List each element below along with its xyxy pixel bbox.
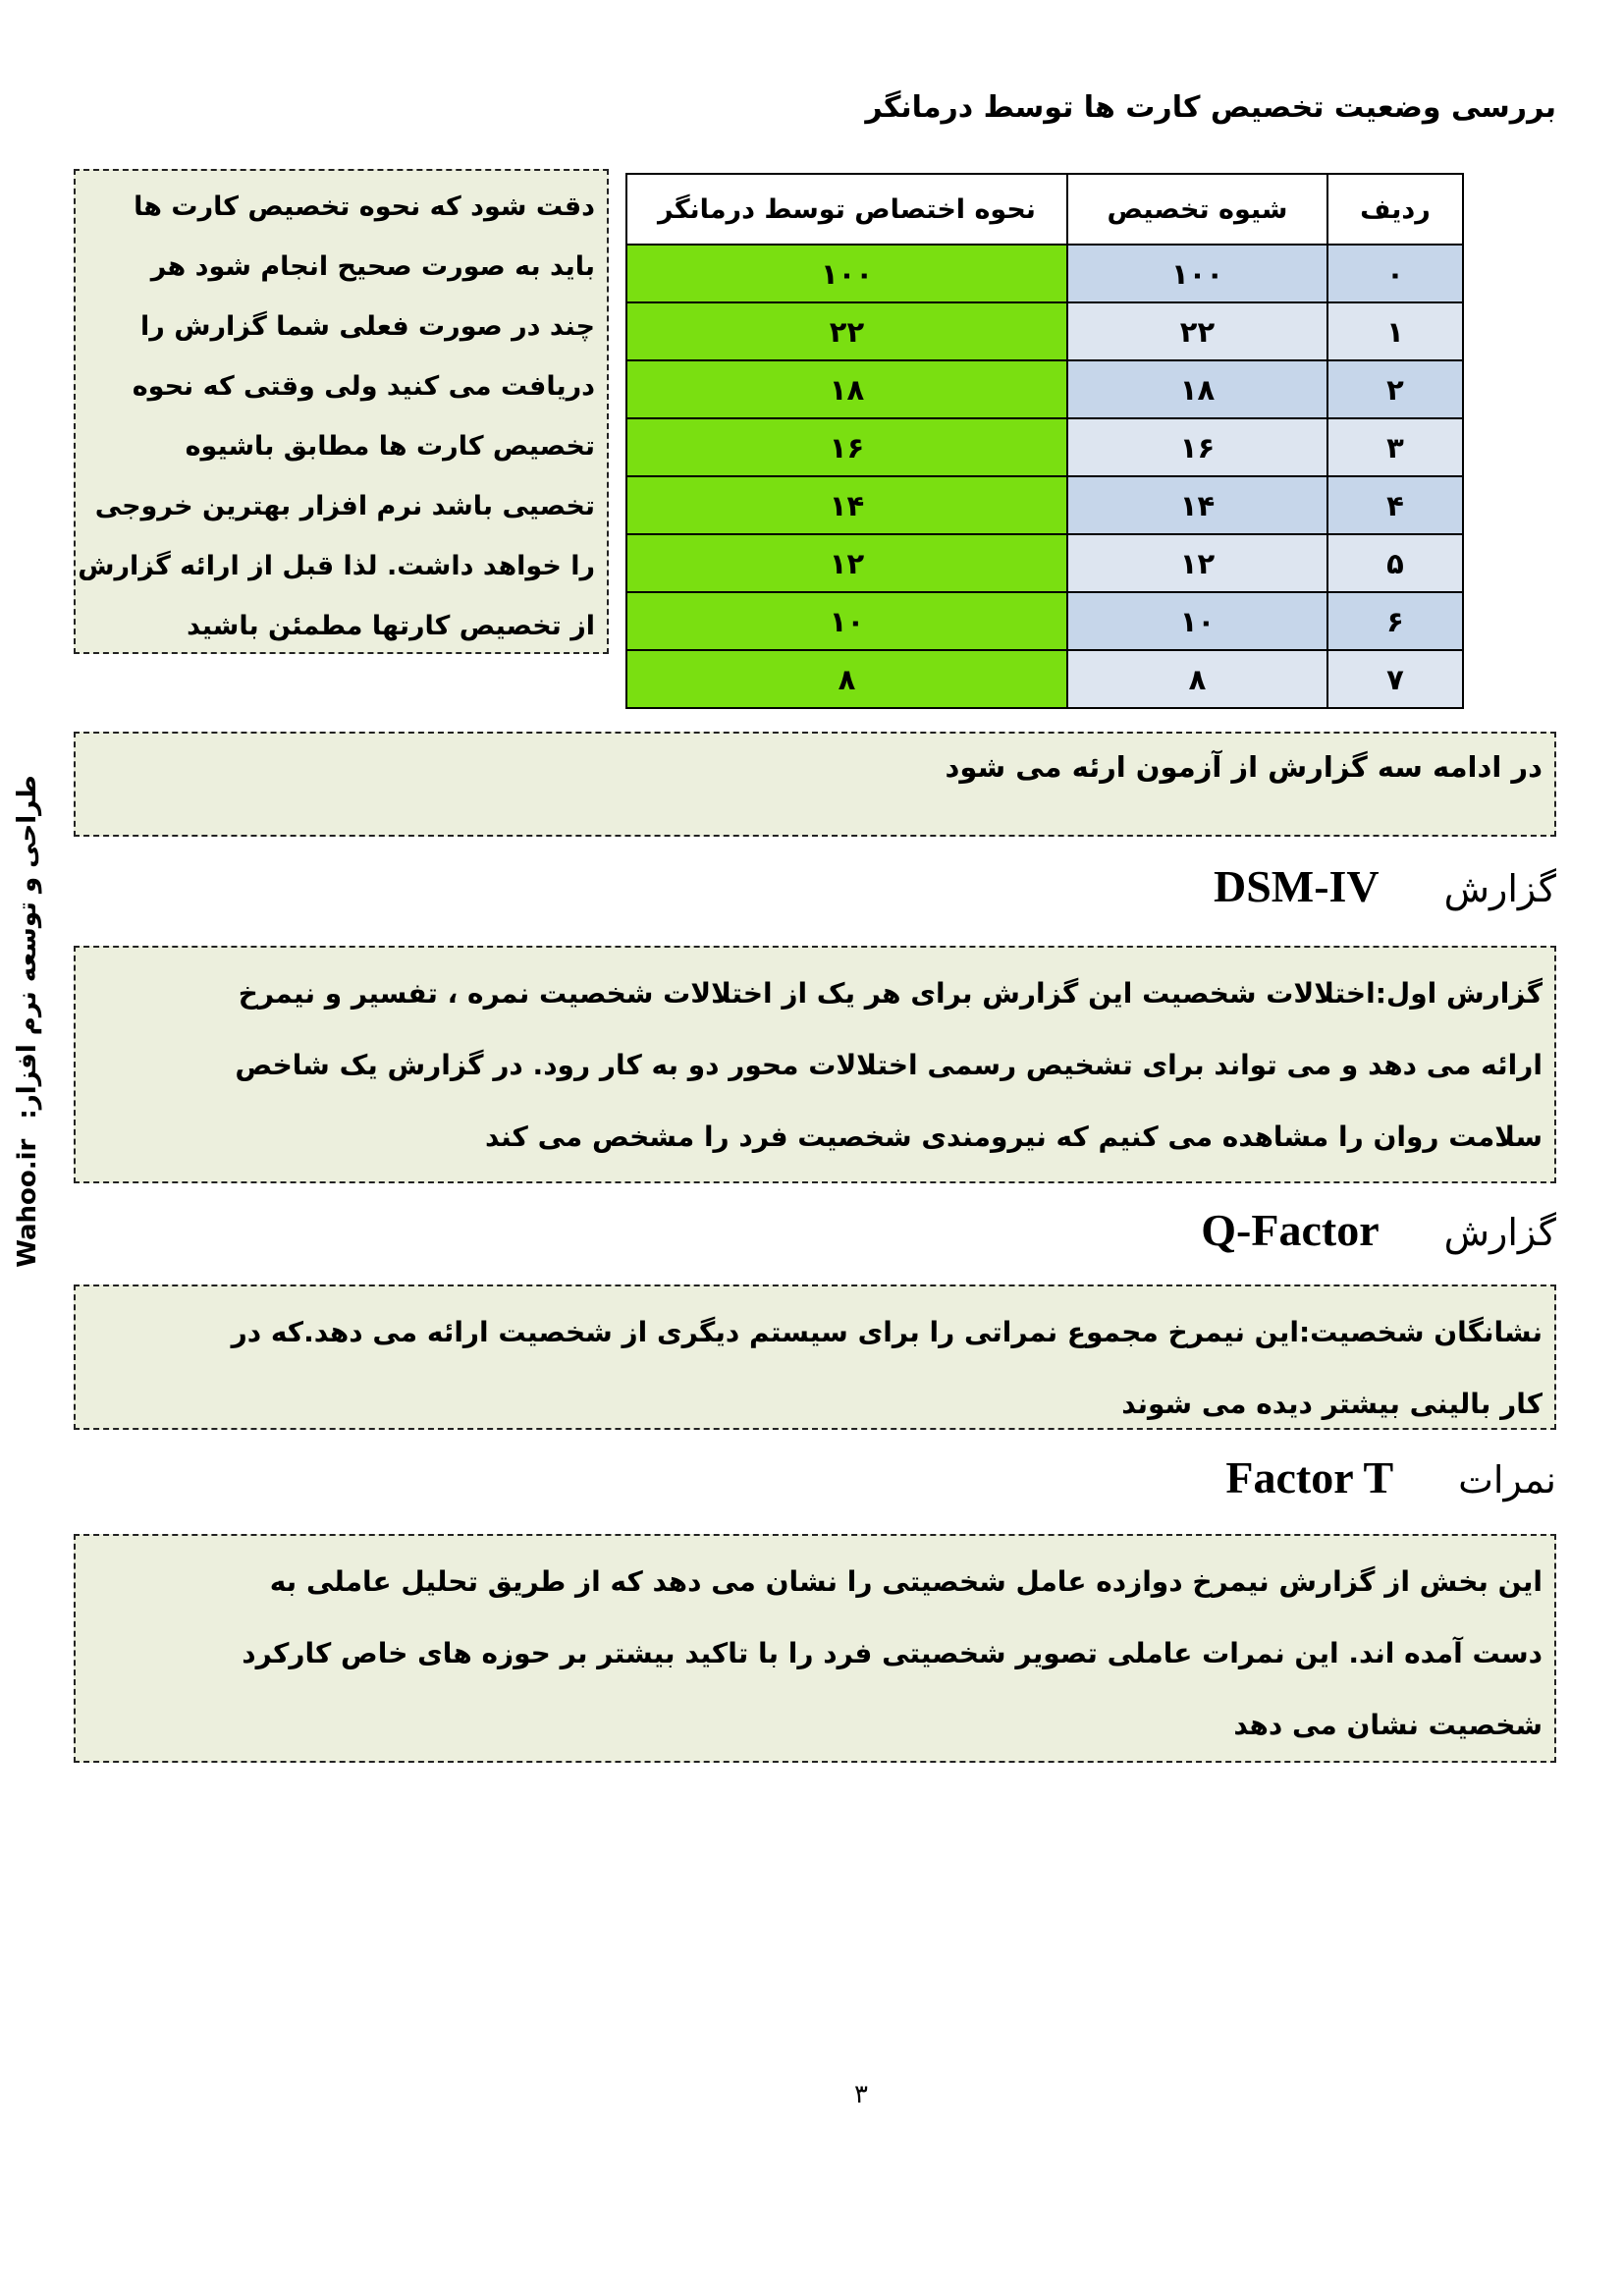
table-row xyxy=(626,592,1463,650)
note-line: از تخصیص کارتها مطمئن باشید xyxy=(187,611,595,641)
page-title: بررسی وضعیت تخصیص کارت ها توسط درمانگر xyxy=(865,90,1556,125)
page-number: ۳ xyxy=(854,2080,868,2109)
cell-radif: ۱ xyxy=(1327,302,1463,360)
table-row xyxy=(626,360,1463,418)
cell-radif: ۷ xyxy=(1327,650,1463,708)
cell-shive: ۱۰۰ xyxy=(1067,245,1327,302)
cell-nahve: ۱۰ xyxy=(626,592,1067,650)
note-box xyxy=(74,169,609,654)
table-header-row xyxy=(626,174,1463,245)
section-heading-en: Q-Factor xyxy=(1201,1205,1380,1255)
cell-radif: ۰ xyxy=(1327,245,1463,302)
dsm-iv-box xyxy=(74,946,1556,1183)
section-heading-dsm-iv xyxy=(1214,860,1556,912)
cell-radif: ۶ xyxy=(1327,592,1463,650)
section-heading-fa: گزارش xyxy=(1443,867,1556,910)
note-line: دریافت می کنید ولی وقتی که نحوه xyxy=(132,371,595,402)
cell-nahve: ۸ xyxy=(626,650,1067,708)
section-heading-factor-t xyxy=(1225,1451,1556,1503)
cell-shive: ۱۸ xyxy=(1067,360,1327,418)
cell-nahve: ۲۲ xyxy=(626,302,1067,360)
credit-text: طراحی و توسعه نرم افزار: xyxy=(13,775,42,1120)
cell-shive: ۱۶ xyxy=(1067,418,1327,476)
body-line: کار بالینی بیشتر دیده می شوند xyxy=(1121,1388,1543,1420)
col-header-radif: ردیف xyxy=(1327,174,1463,245)
factor-t-box xyxy=(74,1534,1556,1763)
body-line: ارائه می دهد و می تواند برای تشخیص رسمی اختلالات محور دو به کار رود. در گزارش یک شاخص xyxy=(235,1049,1543,1081)
body-line: شخصیت نشان می دهد xyxy=(1233,1709,1543,1741)
note-line: چند در صورت فعلی شما گزارش را xyxy=(140,311,595,342)
cell-radif: ۵ xyxy=(1327,534,1463,592)
section-heading-en: DSM-IV xyxy=(1213,861,1380,911)
intro-box xyxy=(74,732,1556,837)
table-row xyxy=(626,418,1463,476)
cell-shive: ۸ xyxy=(1067,650,1327,708)
section-heading-q-factor xyxy=(1201,1204,1556,1256)
note-line: دقت شود که نحوه تخصیص کارت ها xyxy=(134,191,595,222)
note-line: باید به صورت صحیح انجام شود هر xyxy=(150,251,595,282)
cell-radif: ۴ xyxy=(1327,476,1463,534)
credit-brand: Wahoo.ir xyxy=(13,1138,42,1268)
cell-nahve: ۱۶ xyxy=(626,418,1067,476)
body-line: سلامت روان را مشاهده می کنیم که نیرومندی شخصیت فرد را مشخص می کند xyxy=(484,1121,1543,1153)
sidebar-credit xyxy=(13,775,42,1268)
allocation-table xyxy=(625,173,1464,709)
note-line: را خواهد داشت. لذا قبل از ارائه گزارش xyxy=(78,551,595,581)
cell-shive: ۱۰ xyxy=(1067,592,1327,650)
body-line: نشانگان شخصیت:این نیمرخ مجموع نمراتی را برای سیستم دیگری از شخصیت ارائه می دهد.که در xyxy=(231,1316,1543,1348)
cell-nahve: ۱۸ xyxy=(626,360,1067,418)
cell-nahve: ۱۲ xyxy=(626,534,1067,592)
cell-shive: ۲۲ xyxy=(1067,302,1327,360)
col-header-nahve-ekhtesas: نحوه اختصاص توسط درمانگر xyxy=(626,174,1067,245)
cell-nahve: ۱۰۰ xyxy=(626,245,1067,302)
q-factor-box xyxy=(74,1285,1556,1430)
table-row xyxy=(626,650,1463,708)
table-row xyxy=(626,476,1463,534)
table-row xyxy=(626,302,1463,360)
col-header-shive-takhsis: شیوه تخصیص xyxy=(1067,174,1327,245)
cell-shive: ۱۲ xyxy=(1067,534,1327,592)
table-row xyxy=(626,534,1463,592)
note-line: تخصیی باشد نرم افزار بهترین خروجی xyxy=(94,491,595,521)
section-heading-fa: گزارش xyxy=(1443,1211,1556,1254)
section-heading-en: Factor T xyxy=(1225,1452,1394,1503)
body-line: این بخش از گزارش نیمرخ دوازده عامل شخصیتی را نشان می دهد که از طریق تحلیل عاملی به xyxy=(269,1565,1543,1598)
table-row xyxy=(626,245,1463,302)
note-line: تخصیص کارت ها مطابق باشیوه xyxy=(185,431,595,462)
cell-radif: ۳ xyxy=(1327,418,1463,476)
cell-shive: ۱۴ xyxy=(1067,476,1327,534)
cell-radif: ۲ xyxy=(1327,360,1463,418)
intro-text: در ادامه سه گزارش از آزمون ارئه می شود xyxy=(945,750,1543,784)
body-line: گزارش اول:اختلالات شخصیت این گزارش برای هر یک از اختلالات شخصیت نمره ، تفسیر و نیمرخ xyxy=(238,977,1543,1010)
cell-nahve: ۱۴ xyxy=(626,476,1067,534)
body-line: دست آمده اند. این نمرات عاملی تصویر شخصیتی فرد را با تاکید بیشتر بر حوزه های خاص کارکرد xyxy=(242,1637,1543,1669)
section-heading-fa: نمرات xyxy=(1458,1458,1556,1502)
